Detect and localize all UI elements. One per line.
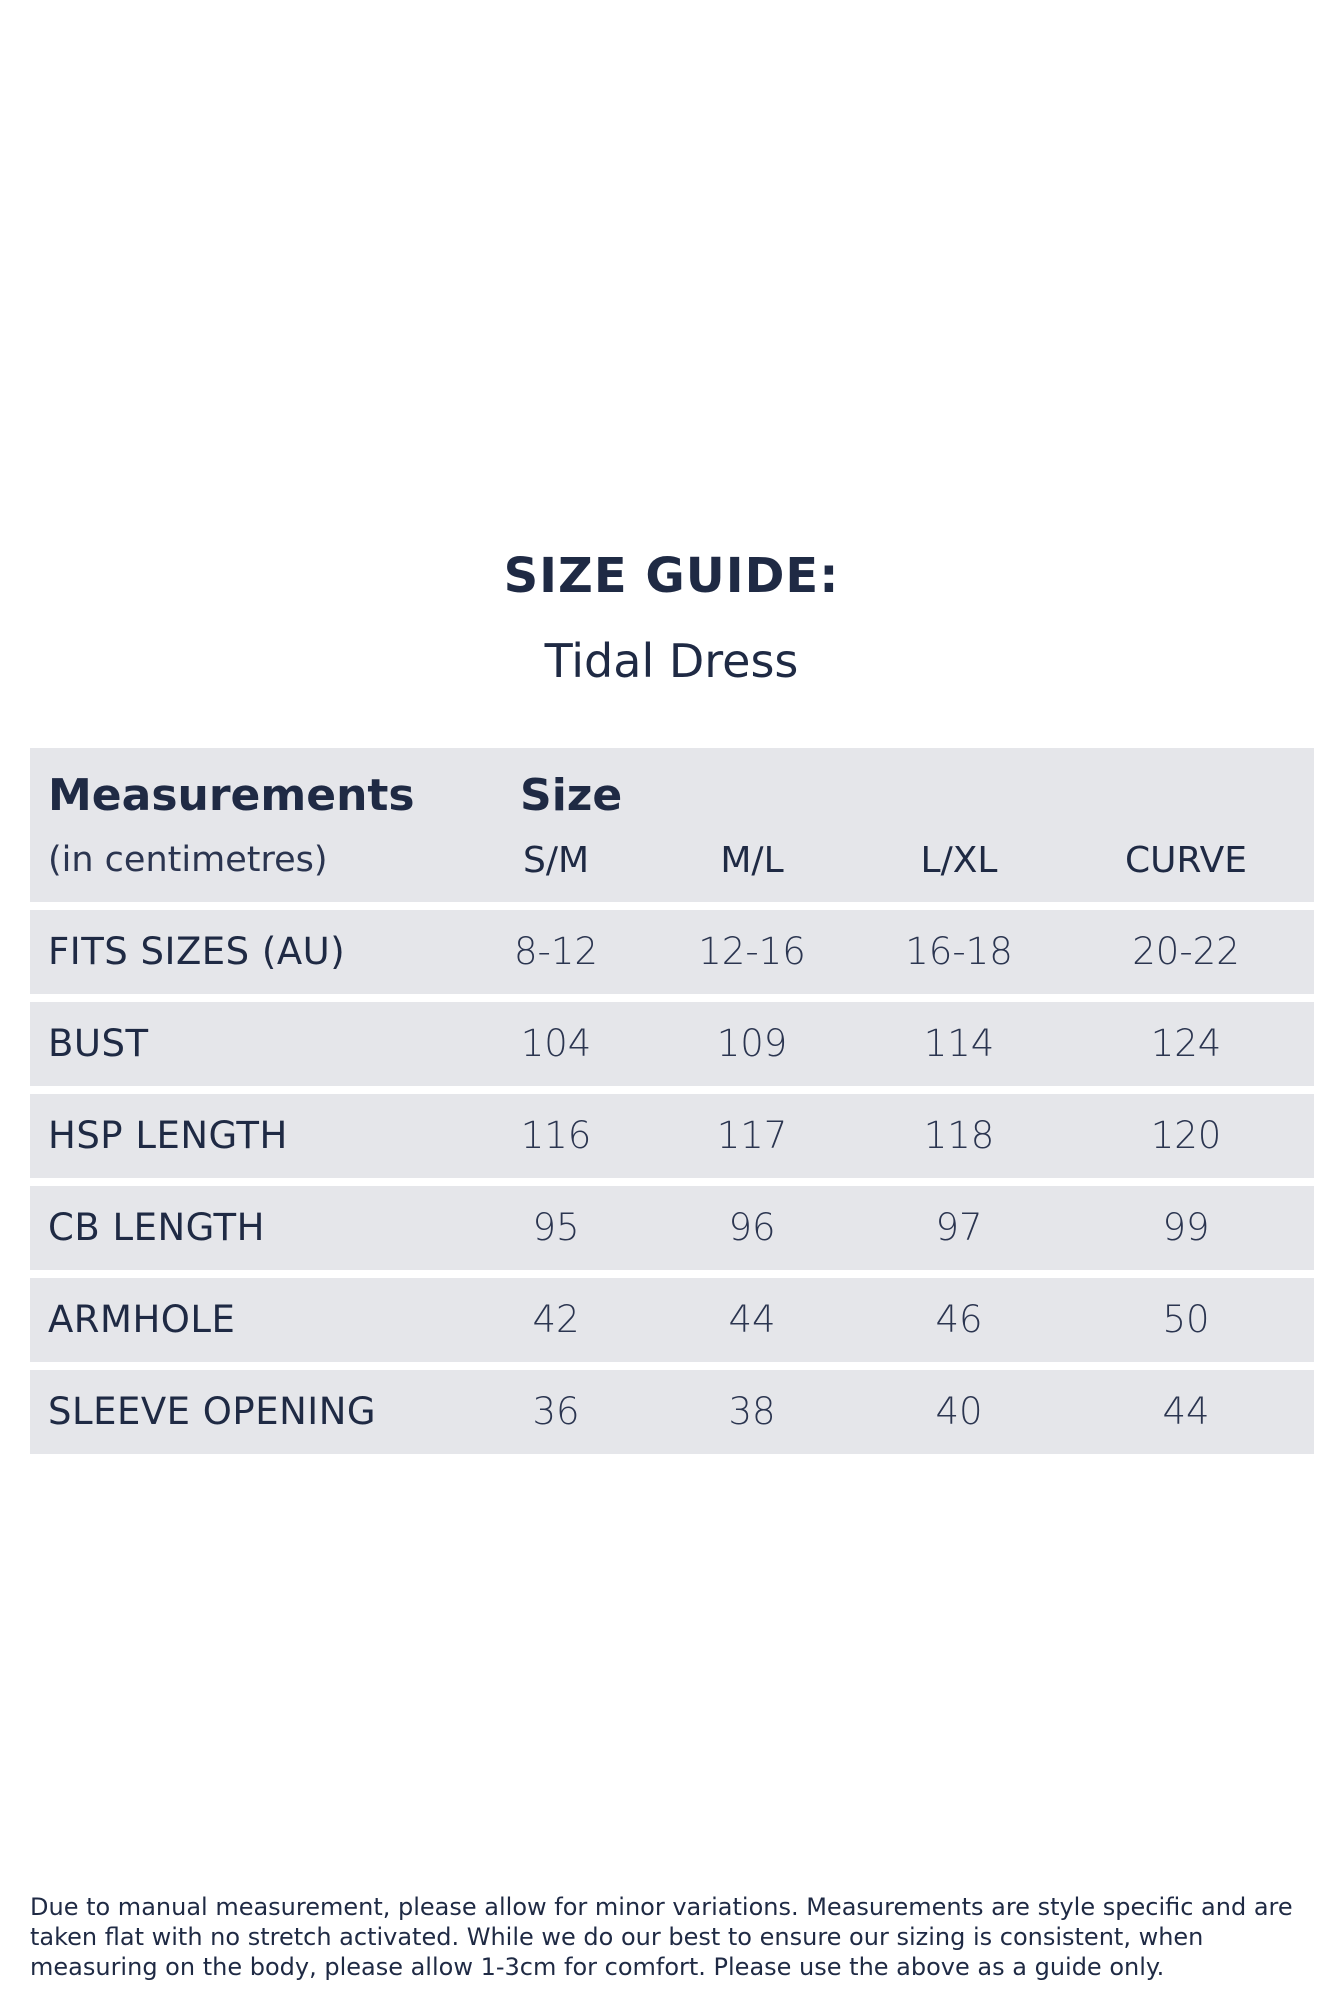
table-cell: 104 xyxy=(520,1022,592,1065)
size-header: Size xyxy=(520,770,623,821)
table-cell: 97 xyxy=(935,1206,983,1249)
disclaimer-text: Due to manual measurement, please allow for minor variations. Measurements are style specific and are taken flat with no stretch activated. While we do our best to ensure our sizing is consistent, when measuring on the body, please allow 1-3cm for comfort. Please use the above as a guide only. xyxy=(30,1893,1293,1981)
table-row xyxy=(30,1094,1314,1178)
table-cell: 114 xyxy=(923,1022,995,1065)
table-cell: 95 xyxy=(532,1206,580,1249)
table-cell: 44 xyxy=(1162,1390,1210,1433)
table-cell: 16-18 xyxy=(905,930,1013,973)
table-header xyxy=(30,748,1314,902)
table-cell: 36 xyxy=(532,1390,580,1433)
table-cell: 99 xyxy=(1162,1206,1210,1249)
table-cell: 109 xyxy=(716,1022,788,1065)
table-cell: 20-22 xyxy=(1132,930,1240,973)
table-cell: 40 xyxy=(935,1390,983,1433)
table-row xyxy=(30,1002,1314,1086)
table-cell: 38 xyxy=(728,1390,776,1433)
measurements-header: Measurements xyxy=(48,770,415,821)
table-row xyxy=(30,910,1314,994)
table-cell: 44 xyxy=(728,1298,776,1341)
page-title: SIZE GUIDE: xyxy=(503,548,840,604)
product-name: Tidal Dress xyxy=(544,634,799,688)
column-header: M/L xyxy=(720,840,784,881)
table-row xyxy=(30,1186,1314,1270)
table-cell: 50 xyxy=(1162,1298,1210,1341)
unit-label: (in centimetres) xyxy=(48,840,328,880)
table-cell: 12-16 xyxy=(698,930,806,973)
column-header: S/M xyxy=(522,840,590,881)
table-cell: 120 xyxy=(1150,1114,1222,1157)
table-cell: 124 xyxy=(1150,1022,1222,1065)
table-cell: 118 xyxy=(923,1114,995,1157)
row-label: FITS SIZES (AU) xyxy=(48,930,346,973)
row-label: SLEEVE OPENING xyxy=(48,1390,377,1433)
row-label: BUST xyxy=(48,1022,149,1065)
column-header: L/XL xyxy=(920,840,998,881)
column-header: CURVE xyxy=(1125,840,1247,881)
table-cell: 117 xyxy=(716,1114,788,1157)
row-label: ARMHOLE xyxy=(48,1298,236,1341)
table-cell: 42 xyxy=(532,1298,580,1341)
row-label: CB LENGTH xyxy=(48,1206,265,1249)
table-cell: 8-12 xyxy=(514,930,598,973)
table-cell: 46 xyxy=(935,1298,983,1341)
table-row xyxy=(30,1278,1314,1362)
table-cell: 116 xyxy=(520,1114,592,1157)
table-row xyxy=(30,1370,1314,1454)
row-label: HSP LENGTH xyxy=(48,1114,288,1157)
size-table xyxy=(30,748,1314,1462)
table-cell: 96 xyxy=(728,1206,776,1249)
